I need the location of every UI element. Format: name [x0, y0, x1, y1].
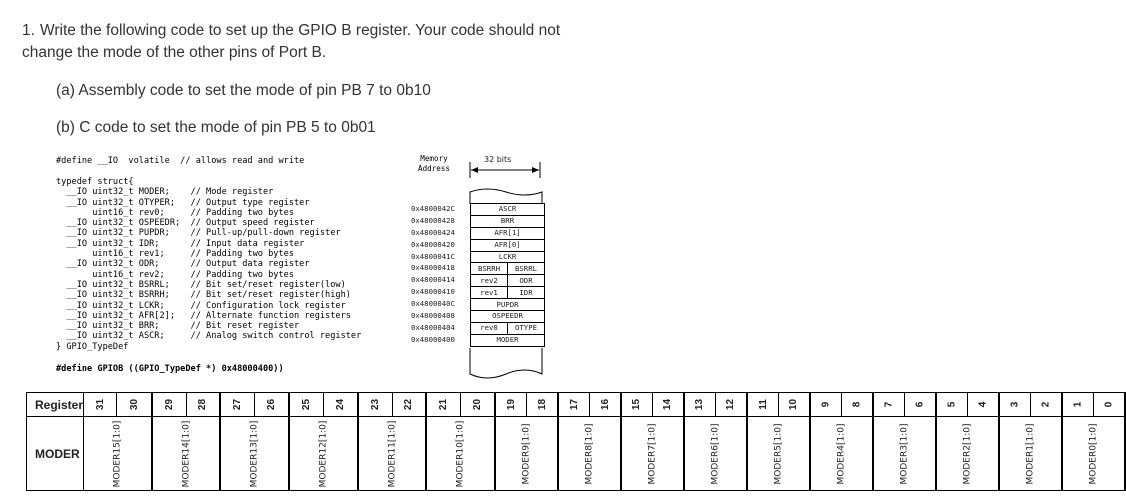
- memory-break-top: [469, 186, 543, 204]
- register-bit-number: 4: [967, 393, 998, 417]
- memory-address: 0x48000428: [411, 215, 455, 225]
- struct-code-block: [56, 177, 361, 352]
- memory-cell: BRR: [471, 215, 545, 227]
- memory-break-bottom: [469, 348, 543, 382]
- memory-address: 0x4800042C: [411, 204, 455, 213]
- struct-line: } GPIO_TypeDef: [56, 341, 129, 352]
- memory-cell: ODR: [508, 275, 545, 287]
- register-bit-number: 5: [936, 393, 967, 417]
- bits-width-label: 32 bits: [484, 155, 512, 164]
- part-a-text: Assembly code to set the mode of pin PB 7 to 0b10: [78, 82, 431, 99]
- register-bit-number: 27: [220, 393, 254, 417]
- struct-line: __IO uint32_t BSRRL; // Bit set/reset register(low): [56, 279, 346, 290]
- register-field: MODER7[1:0]: [621, 417, 684, 491]
- struct-line: uint16_t rev1; // Padding two bytes: [56, 249, 294, 260]
- register-bit-number: 3: [999, 393, 1030, 417]
- memory-cell: OSPEEDR: [471, 311, 545, 323]
- memory-address: 0x48000410: [411, 287, 455, 297]
- register-bit-number: 25: [289, 393, 323, 417]
- memory-row: [471, 287, 545, 299]
- part-a-label: (a): [56, 82, 75, 99]
- register-bit-number: 18: [527, 393, 558, 417]
- register-field: MODER6[1:0]: [684, 417, 747, 491]
- register-bit-number: 10: [778, 393, 810, 417]
- register-field: MODER14[1:0]: [152, 417, 221, 491]
- memory-header-line2: Address: [418, 164, 451, 173]
- register-field: MODER4[1:0]: [810, 417, 873, 491]
- memory-cell: MODER: [471, 334, 545, 346]
- memory-row: [471, 311, 545, 323]
- memory-cell: LCKR: [471, 251, 545, 263]
- memory-row: [471, 239, 545, 251]
- memory-cell: ASCR: [471, 204, 545, 216]
- question-part-b: [56, 117, 376, 139]
- struct-line: __IO uint32_t ASCR; // Analog switch control register: [56, 331, 362, 342]
- register-bit-number: 2: [1030, 393, 1061, 417]
- part-b-label: (b): [56, 119, 75, 136]
- register-header-label: Register: [27, 393, 84, 417]
- memory-cell: OTYPE: [508, 322, 545, 334]
- register-bit-number: 26: [255, 393, 289, 417]
- register-bit-number: 17: [558, 393, 589, 417]
- register-field: MODER5[1:0]: [747, 417, 810, 491]
- register-field: MODER10[1:0]: [426, 417, 495, 491]
- memory-cell: rev2: [471, 275, 508, 287]
- register-bit-number: 30: [117, 393, 152, 417]
- struct-line: __IO uint32_t BSRRH; // Bit set/reset register(high): [56, 290, 351, 301]
- memory-row: [471, 263, 545, 275]
- gpiob-define-line: #define GPIOB ((GPIO_TypeDef *) 0x48000400)): [56, 364, 284, 374]
- register-bit-number: 19: [495, 393, 526, 417]
- register-field: MODER3[1:0]: [873, 417, 936, 491]
- register-field: MODER2[1:0]: [936, 417, 999, 491]
- register-field: MODER0[1:0]: [1062, 417, 1125, 491]
- struct-line: __IO uint32_t BRR; // Bit reset register: [56, 321, 300, 332]
- register-bit-number: 9: [810, 393, 841, 417]
- register-bit-number: 16: [590, 393, 621, 417]
- question-text: [22, 20, 588, 64]
- struct-line: __IO uint32_t PUPDR; // Pull-up/pull-down register: [56, 228, 341, 239]
- register-bit-number: 11: [747, 393, 778, 417]
- memory-address-column: [411, 203, 455, 346]
- struct-line: __IO uint32_t OSPEEDR; // Output speed register: [56, 218, 315, 229]
- register-field: MODER8[1:0]: [558, 417, 621, 491]
- register-bit-number: 6: [904, 393, 935, 417]
- memory-address: 0x48000404: [411, 322, 455, 332]
- register-field: MODER11[1:0]: [358, 417, 427, 491]
- register-bit-number: 23: [358, 393, 392, 417]
- struct-line: uint16_t rev0; // Padding two bytes: [56, 207, 294, 218]
- register-bit-number: 7: [873, 393, 904, 417]
- memory-address: 0x4800041C: [411, 251, 455, 261]
- memory-row: [471, 299, 545, 311]
- register-bit-number: 0: [1093, 393, 1124, 417]
- struct-line: typedef struct{: [56, 177, 134, 187]
- register-bit-number: 29: [152, 393, 186, 417]
- register-bit-number: 12: [715, 393, 746, 417]
- memory-cell: BSRRL: [508, 263, 545, 275]
- memory-row: [471, 322, 545, 334]
- question-number: 1.: [22, 22, 35, 39]
- register-field: MODER15[1:0]: [84, 417, 152, 491]
- part-b-text: C code to set the mode of pin PB 5 to 0b01: [79, 119, 376, 136]
- memory-address: 0x48000414: [411, 275, 455, 285]
- register-bit-number: 1: [1062, 393, 1093, 417]
- moder-register-table: [26, 392, 1126, 491]
- register-bit-number: 13: [684, 393, 715, 417]
- question-part-a: [56, 80, 431, 102]
- memory-cell: rev1: [471, 287, 508, 299]
- struct-line: __IO uint32_t MODER; // Mode register: [56, 187, 274, 198]
- register-field: MODER12[1:0]: [289, 417, 358, 491]
- struct-line: __IO uint32_t ODR; // Output data register: [56, 259, 310, 270]
- memory-address: 0x48000424: [411, 227, 455, 237]
- memory-row: [471, 204, 545, 216]
- memory-address: 0x48000420: [411, 239, 455, 249]
- memory-cell: AFR[0]: [471, 239, 545, 251]
- memory-cell: BSRRH: [471, 263, 508, 275]
- register-bit-number: 14: [653, 393, 684, 417]
- struct-line: __IO uint32_t OTYPER; // Output type register: [56, 197, 310, 208]
- register-field: MODER1[1:0]: [999, 417, 1062, 491]
- register-bit-number: 24: [323, 393, 357, 417]
- register-row-label: MODER: [27, 417, 84, 491]
- memory-row: [471, 251, 545, 263]
- memory-address: 0x48000418: [411, 263, 455, 273]
- register-bit-number: 20: [461, 393, 495, 417]
- memory-cell: AFR[1]: [471, 227, 545, 239]
- struct-line: __IO uint32_t LCKR; // Configuration lock register: [56, 300, 346, 311]
- define-io-line: #define __IO volatile // allows read and write: [56, 156, 305, 166]
- struct-line: __IO uint32_t IDR; // Input data register: [56, 238, 305, 249]
- memory-address: 0x4800040C: [411, 299, 455, 309]
- question-body: Write the following code to set up the GPIO B register. Your code should not change the mode of the other pins of Port B.: [22, 22, 561, 61]
- memory-header-line1: Memory: [420, 154, 448, 163]
- register-bit-number: 22: [392, 393, 426, 417]
- memory-cell: IDR: [508, 287, 545, 299]
- struct-line: uint16_t rev2; // Padding two bytes: [56, 269, 294, 280]
- register-field: MODER9[1:0]: [495, 417, 558, 491]
- bits-width-arrow: [468, 162, 542, 178]
- memory-map-table: [470, 203, 545, 347]
- register-bit-number: 8: [841, 393, 872, 417]
- register-bit-number: 28: [186, 393, 220, 417]
- register-bit-number: 15: [621, 393, 652, 417]
- register-bit-number: 21: [426, 393, 460, 417]
- memory-address: 0x48000408: [411, 311, 455, 321]
- register-bit-number: 31: [84, 393, 117, 417]
- memory-row: [471, 334, 545, 346]
- memory-cell: PUPDR: [471, 299, 545, 311]
- struct-line: __IO uint32_t AFR[2]; // Alternate function registers: [56, 310, 351, 321]
- memory-row: [471, 227, 545, 239]
- memory-cell: rev0: [471, 322, 508, 334]
- memory-address: 0x48000400: [411, 334, 455, 344]
- memory-address-header: [418, 154, 450, 174]
- register-field-row: [27, 417, 1125, 491]
- memory-row: [471, 215, 545, 227]
- memory-row: [471, 275, 545, 287]
- register-bit-header-row: [27, 393, 1125, 417]
- register-field: MODER13[1:0]: [220, 417, 289, 491]
